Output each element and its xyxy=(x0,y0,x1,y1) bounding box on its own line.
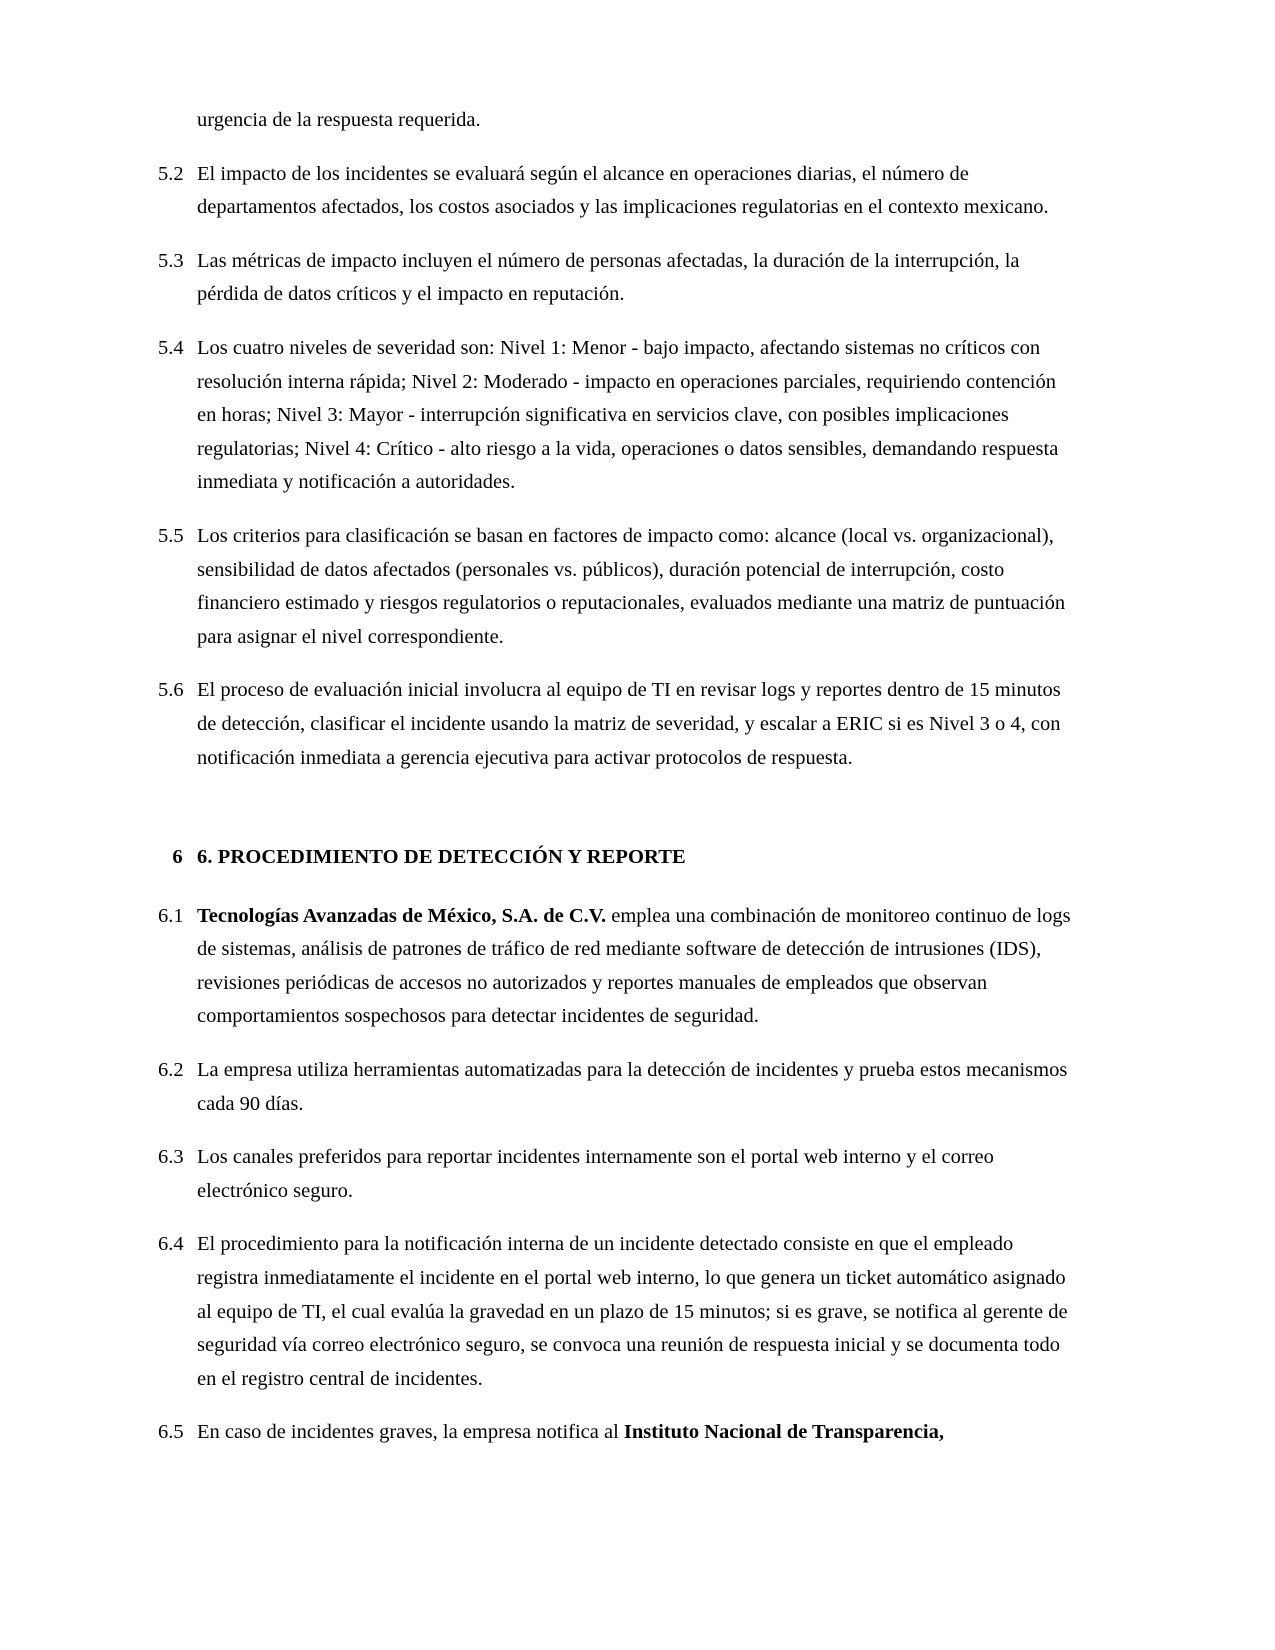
section-title: 6. PROCEDIMIENTO DE DETECCIÓN Y REPORTE xyxy=(197,846,686,869)
clause-text: El proceso de evaluación inicial involucra al equipo de TI en revisar logs y reportes dentro de 15 minutos de detección, clasificar el incidente usando la matriz de severidad, y escalar a ERIC si es Nivel 3 o 4, con notificación inmediata a gerencia ejecutiva para activar protocolos de respuesta. xyxy=(197,679,1061,769)
continuation-paragraph: urgencia de la respuesta requerida. xyxy=(197,109,481,131)
clause-6-1 xyxy=(158,900,1078,1034)
clause-5-4 xyxy=(158,332,1078,500)
clause-5-3 xyxy=(158,245,1078,312)
clause-6-2 xyxy=(158,1054,1078,1121)
clause-number: 5.5 xyxy=(158,524,184,547)
clause-number: 6.4 xyxy=(158,1233,184,1256)
clause-text: El impacto de los incidentes se evaluará según el alcance en operaciones diarias, el número de departamentos afectados, los costos asociados y las implicaciones regulatorias en el contexto mexicano. xyxy=(197,162,1049,219)
section-heading-6 xyxy=(158,841,1078,875)
clause-text: El procedimiento para la notificación interna de un incidente detectado consiste en que el empleado registra inmediatamente el incidente en el portal web interno, lo que genera un ticket automático asignado al equipo de TI, el cual evalúa la gravedad en un plazo de 15 minutos; si es grave, se notifica al gerente de seguridad vía correo electrónico seguro, se convoca una reunión de respuesta inicial y se documenta todo en el registro central de incidentes. xyxy=(197,1233,1068,1390)
clause-6-5 xyxy=(158,1416,1078,1450)
clause-number: 5.6 xyxy=(158,679,184,702)
clause-5-6 xyxy=(158,674,1078,775)
clause-text xyxy=(197,1416,1078,1450)
clause-5-2 xyxy=(158,158,1078,225)
clause-bold-lead: Tecnologías Avanzadas de México, S.A. de C.V. xyxy=(197,904,607,927)
clause-number: 5.4 xyxy=(158,336,184,359)
clause-number: 6.3 xyxy=(158,1146,184,1169)
clause-text: Los cuatro niveles de severidad son: Nivel 1: Menor - bajo impacto, afectando sistemas no críticos con resolución interna rápida; Nivel 2: Moderado - impacto en operaciones parciales, requiriendo contención en horas; Nivel 3: Mayor - interrupción significativa en servicios clave, con posibles implicaciones regulatorias; Nivel 4: Crítico - alto riesgo a la vida, operaciones o datos sensibles, demandando respuesta inmediata y notificación a autoridades. xyxy=(197,336,1059,494)
clause-text xyxy=(197,900,1078,1034)
clause-6-4 xyxy=(158,1228,1078,1396)
clause-number: 5.3 xyxy=(158,249,184,272)
clause-number: 6.2 xyxy=(158,1059,184,1082)
clause-body-text: emplea una combinación de monitoreo continuo de logs de sistemas, análisis de patrones de tráfico de red mediante software de detección de intrusiones (IDS), revisiones periódicas de accesos no autorizados y reportes manuales de empleados que observan comportamientos sospechosos para detectar incidentes de seguridad. xyxy=(197,904,1071,1028)
clause-bold-tail: Instituto Nacional de Transparencia, xyxy=(623,1421,944,1444)
clause-number: 6.1 xyxy=(158,904,184,927)
clause-5-5 xyxy=(158,520,1078,654)
clause-text: Los canales preferidos para reportar incidentes internamente son el portal web interno y el correo electrónico seguro. xyxy=(197,1146,994,1202)
clause-text: Los criterios para clasificación se basan en factores de impacto como: alcance (local vs. organizacional), sensibilidad de datos afectados (personales vs. públicos), duración potencial de interrupción, costo financiero estimado y riesgos regulatorios o reputacionales, evaluados mediante una matriz de puntuación para asignar el nivel correspondiente. xyxy=(197,524,1066,648)
clause-body-text: En caso de incidentes graves, la empresa notifica al xyxy=(197,1421,624,1444)
clause-text: Las métricas de impacto incluyen el número de personas afectadas, la duración de la interrupción, la pérdida de datos críticos y el impacto en reputación. xyxy=(197,249,1020,306)
clause-number: 5.2 xyxy=(158,162,184,185)
clause-text: La empresa utiliza herramientas automatizadas para la detección de incidentes y prueba estos mecanismos cada 90 días. xyxy=(197,1059,1068,1115)
clause-number: 6.5 xyxy=(158,1421,184,1444)
page-content xyxy=(158,104,1078,1450)
clause-6-3 xyxy=(158,1141,1078,1208)
section-number: 6 xyxy=(172,846,183,869)
